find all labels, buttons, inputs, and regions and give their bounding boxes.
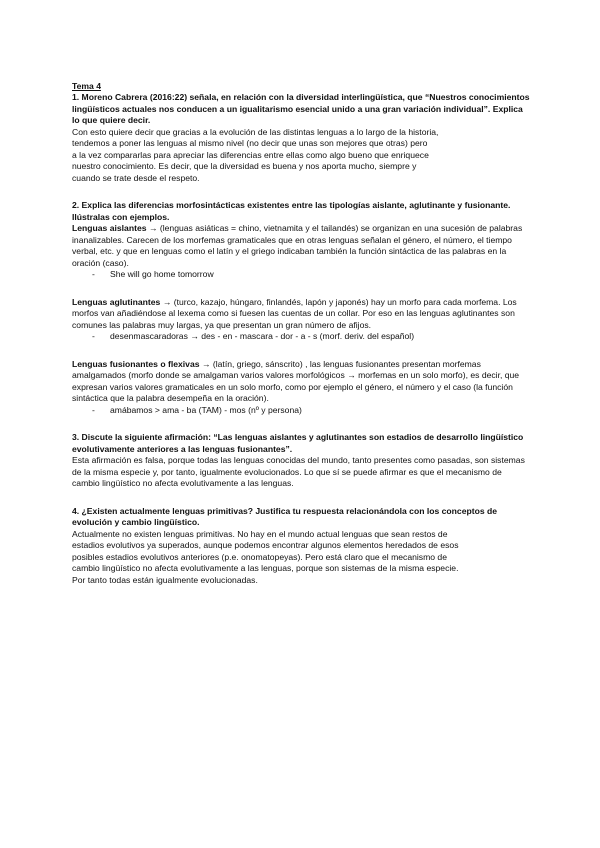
answer-4-line: cambio lingüístico no afecta evolutivamente a las lenguas, porque son sistemas de la misma especie. [72, 563, 459, 574]
aglutinantes-example: - desenmascaradoras → des - en - mascara - dor - a - s (morf. deriv. del español) [92, 331, 415, 342]
answer-4-line: estadios evolutivos ya superados, aunque podemos encontrar algunos elementos heredados de esos [72, 540, 459, 551]
answer-1-line: a la vez compararlas para apreciar las diferencias entre ellas como algo bueno que enriquece [72, 149, 429, 160]
question-2: 2. Explica las diferencias morfosintácticas existentes entre las tipologías aislante, aglutinante y fusionante. Ilústralas con ejemplos. [72, 200, 511, 222]
fusionantes-example: - amábamos > ama - ba (TAM) - mos (nº y persona) [92, 404, 302, 415]
aislantes-text: → (lenguas asiáticas = chino, vietnamita y el tailandés) se organizan en una sucesión de palabras inanalizables. Carecen de los morfemas gramaticales que en otras lenguas señalan el género, el número, el tiempo verbal, etc. y que en lenguas como el latín y el griego indicaban también la función sintáctica de las palabras en la oración (caso). [72, 223, 523, 268]
aislantes-example-text: She will go home tomorrow [110, 269, 214, 280]
aglutinantes-example-text: desenmascaradoras → des - en - mascara - dor - a - s (morf. deriv. del español) [110, 331, 415, 342]
document-content [72, 72, 530, 586]
fusionantes-example-text: amábamos > ama - ba (TAM) - mos (nº y persona) [110, 404, 302, 415]
doc-title: Tema 4 [72, 80, 101, 91]
aglutinantes-term: Lenguas aglutinantes [72, 296, 161, 307]
answer-1-line: Con esto quiere decir que gracias a la evolución de las distintas lenguas a lo largo de la historia, [72, 126, 439, 137]
fusionantes-text: → (latín, griego, sánscrito) , las lenguas fusionantes presentan morfemas amalgamados (morfo donde se amalgaman varios valores morfológicos → morfemas en un solo morfo), es decir, que expresan varios valores gramaticales en un solo morfo, como por ejemplo el género, el número y el caso (la función sintáctica que la palabra desempeña en la oración). [72, 358, 520, 404]
question-4: 4. ¿Existen actualmente lenguas primitivas? Justifica tu respuesta relacionándola con los conceptos de evolución y cambio lingüístico. [72, 505, 498, 528]
answer-4-line: Por tanto todas están igualmente evolucionadas. [72, 574, 258, 585]
aislantes-example: - She will go home tomorrow [92, 269, 214, 280]
answer-1-line: tendemos a poner las lenguas al mismo nivel (no decir que unas son mejores que otras) pero [72, 138, 428, 149]
answer-4-line: posibles estadios evolutivos anteriores (p.e. onomatopeyas). Pero está claro que el mecanismo de [72, 551, 447, 562]
question-1: 1. Moreno Cabrera (2016:22) señala, en relación con la diversidad interlingüística, que “Nuestros conocimientos lingüísticos actuales nos conducen a un igualitarismo esencial unido a una gran variación individual”. Explica lo que quiere decir. [72, 92, 530, 126]
question-3: 3. Discute la siguiente afirmación: “Las lenguas aislantes y aglutinantes son estadios de desarrollo lingüístico evolutivamente anteriores a las lenguas fusionantes”. [72, 432, 524, 454]
fusionantes-term: Lenguas fusionantes o flexivas [72, 358, 200, 369]
aislantes-paragraph [72, 223, 530, 269]
answer-3: Esta afirmación es falsa, porque todas las lenguas conocidas del mundo, tanto presentes como pasadas, son sistemas de la misma especie y, por tanto, igualmente evolucionados. Lo que sí se puede afirmar es que el mecanismo de cambio lingüístico no afecta evolutivamente a las lenguas. [72, 455, 525, 489]
answer-4 [72, 529, 530, 587]
aglutinantes-text: → (turco, kazajo, húngaro, finlandés, lapón y japonés) hay un morfo para cada morfema. Los morfos van añadiéndose al lexema como si fuesen las cuentas de un collar. Por eso en las lenguas aglutinantes son comunes las palabras muy largas, ya que presentan un gran número de afijos. [72, 296, 517, 330]
answer-1-line: cuando se trate desde el respeto. [72, 172, 200, 183]
aglutinantes-paragraph [72, 297, 530, 332]
answer-4-line: Actualmente no existen lenguas primitivas. No hay en el mundo actual lenguas que sean restos de [72, 528, 448, 539]
aislantes-term: Lenguas aislantes [72, 223, 147, 234]
answer-1 [72, 127, 530, 185]
answer-1-line: nuestro conocimiento. Es decir, que la diversidad es buena y nos aporta mucho, siempre y [72, 161, 417, 172]
fusionantes-paragraph [72, 359, 530, 405]
